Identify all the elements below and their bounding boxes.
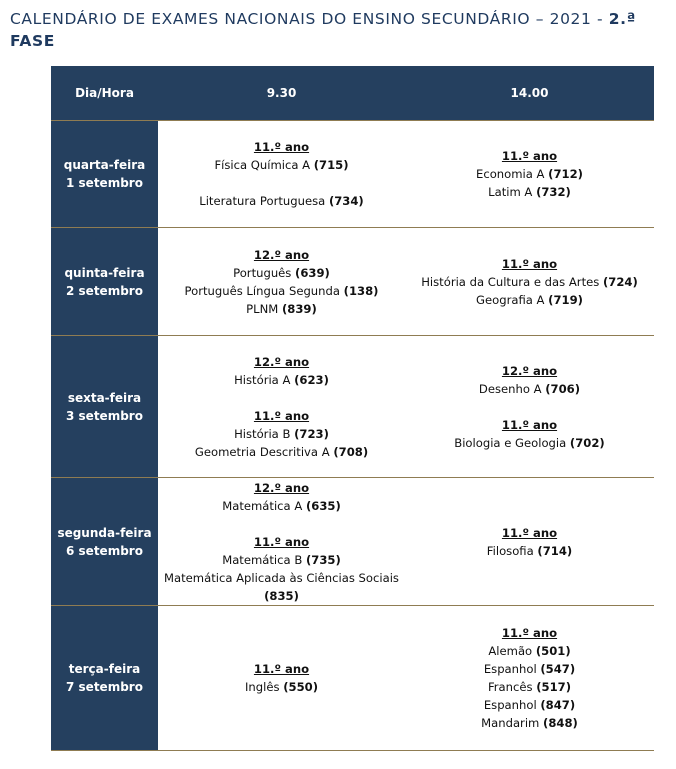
weekday-label: quinta-feira (64, 265, 145, 280)
exam-name: Matemática B (222, 552, 303, 567)
exam-entry (488, 678, 571, 696)
date-label: 6 setembro (66, 543, 143, 558)
day-cell (51, 228, 158, 336)
exam-entry (421, 273, 638, 291)
exam-name: Espanhol (483, 662, 537, 676)
exam-entry (488, 642, 570, 660)
header-afternoon: 14.00 (405, 66, 654, 121)
table-header (51, 66, 654, 121)
afternoon-cell (405, 228, 654, 336)
exam-entry (222, 497, 341, 515)
exam-code: (712) (548, 167, 583, 181)
table-body (51, 121, 654, 751)
morning-cell (158, 121, 405, 228)
exam-code: (723) (294, 426, 329, 441)
school-year-label: 11.º ano (253, 534, 310, 549)
exam-name: Francês (487, 680, 533, 694)
school-year-label: 11.º ano (253, 140, 310, 154)
exam-code: (735) (305, 552, 341, 567)
exam-slot (158, 660, 405, 696)
exam-code: (724) (602, 274, 638, 289)
exam-code: (715) (313, 158, 349, 172)
exam-name: Alemão (488, 644, 533, 658)
weekday-label: terça-feira (68, 662, 141, 676)
exam-name: História A (234, 372, 291, 387)
exam-code: (848) (543, 716, 578, 730)
exam-code: (714) (537, 543, 573, 558)
exam-code: (635) (305, 498, 341, 513)
weekday-label: sexta-feira (67, 390, 142, 405)
exam-code: (547) (540, 662, 576, 676)
exam-entry (476, 291, 583, 309)
exam-slot (158, 353, 405, 461)
exam-name: Economia A (476, 167, 545, 181)
exam-name: Biologia e Geologia (454, 435, 567, 450)
morning-cell (158, 228, 405, 336)
morning-cell (158, 478, 405, 606)
exam-entry (454, 434, 604, 452)
exam-name: Latim A (488, 185, 533, 199)
exam-entry (233, 264, 330, 282)
exam-code: (734) (328, 194, 364, 208)
exam-entry (481, 714, 578, 732)
day-cell (51, 121, 158, 228)
table-row (51, 478, 654, 606)
afternoon-cell (405, 121, 654, 228)
date-label: 1 setembro (66, 176, 143, 190)
exam-entry (479, 380, 580, 398)
date-label: 3 setembro (66, 408, 143, 423)
exam-entry (488, 183, 571, 201)
exam-entry (484, 696, 575, 714)
day-cell (51, 606, 158, 751)
school-year-label: 11.º ano (501, 149, 558, 163)
exam-code: (708) (333, 444, 369, 459)
exam-code: (835) (264, 588, 299, 603)
exam-code: (702) (569, 435, 605, 450)
exam-name: Física Química A (214, 158, 311, 172)
exam-entry (158, 569, 405, 605)
exam-slot (158, 479, 405, 605)
exam-slot (158, 246, 405, 318)
exam-name: Matemática Aplicada às Ciências Sociais (164, 570, 399, 585)
morning-cell (158, 336, 405, 478)
school-year-label: 11.º ano (253, 662, 310, 676)
exam-name: História da Cultura e das Artes (421, 274, 600, 289)
exam-name: História B (234, 426, 291, 441)
exam-name: Desenho A (478, 381, 542, 396)
exam-code: (550) (283, 680, 319, 694)
exam-entry (195, 443, 368, 461)
exam-slot (405, 147, 654, 201)
exam-slot (158, 138, 405, 210)
header-morning: 9.30 (158, 66, 405, 121)
exam-name: Português Língua Segunda (184, 283, 340, 298)
exam-code: (847) (540, 698, 576, 712)
exam-code: (706) (545, 381, 581, 396)
school-year-label: 11.º ano (501, 626, 558, 640)
exam-code: (839) (282, 301, 317, 316)
exam-slot (405, 255, 654, 309)
exam-entry (234, 371, 329, 389)
weekday-label: quarta-feira (63, 158, 146, 172)
school-year-label: 11.º ano (253, 408, 310, 423)
exam-name: PLNM (246, 301, 279, 316)
exam-name: Espanhol (483, 698, 537, 712)
exam-entry (487, 542, 572, 560)
exam-entry (245, 678, 318, 696)
exam-calendar-table (51, 66, 654, 751)
date-label: 2 setembro (66, 283, 143, 298)
exam-entry (246, 300, 317, 318)
page-title (10, 8, 670, 52)
exam-entry (476, 165, 583, 183)
day-cell (51, 478, 158, 606)
exam-slot (405, 624, 654, 732)
exam-entry (484, 660, 575, 678)
date-label: 7 setembro (66, 680, 143, 694)
exam-entry (222, 551, 341, 569)
exam-name: Literatura Portuguesa (199, 194, 326, 208)
school-year-label: 12.º ano (253, 354, 310, 369)
school-year-label: 12.º ano (253, 480, 310, 495)
exam-name: Geografia A (476, 292, 545, 307)
header-day: Dia/Hora (51, 66, 158, 121)
school-year-label: 12.º ano (501, 363, 558, 378)
afternoon-cell (405, 606, 654, 751)
exam-name: Inglês (244, 680, 280, 694)
school-year-label: 11.º ano (501, 417, 558, 432)
header-row (51, 66, 654, 121)
exam-code: (639) (295, 265, 330, 280)
exam-entry (214, 156, 348, 174)
table-row (51, 606, 654, 751)
school-year-label: 12.º ano (253, 247, 310, 262)
exam-code: (719) (548, 292, 583, 307)
exam-code: (517) (536, 680, 572, 694)
table-row (51, 121, 654, 228)
table-row (51, 228, 654, 336)
weekday-label: segunda-feira (57, 525, 152, 540)
exam-name: Português (233, 265, 292, 280)
morning-cell (158, 606, 405, 751)
afternoon-cell (405, 336, 654, 478)
exam-code: (138) (343, 283, 379, 298)
exam-code: (623) (294, 372, 329, 387)
exam-code: (732) (536, 185, 571, 199)
exam-entry (234, 425, 329, 443)
day-cell (51, 336, 158, 478)
exam-name: Matemática A (222, 498, 303, 513)
exam-slot (405, 362, 654, 452)
exam-entry (185, 282, 379, 300)
school-year-label: 11.º ano (501, 525, 558, 540)
title-phase: 2.ª FASE (10, 10, 636, 50)
table-row (51, 336, 654, 478)
exam-slot (405, 524, 654, 560)
exam-name: Filosofia (486, 543, 534, 558)
afternoon-cell (405, 478, 654, 606)
exam-name: Mandarim (481, 716, 540, 730)
exam-name: Geometria Descritiva A (194, 444, 330, 459)
title-main: CALENDÁRIO DE EXAMES NACIONAIS DO ENSINO SECUNDÁRIO – 2021 - (10, 10, 604, 28)
school-year-label: 11.º ano (501, 256, 558, 271)
exam-code: (501) (535, 644, 571, 658)
exam-entry (199, 192, 364, 210)
